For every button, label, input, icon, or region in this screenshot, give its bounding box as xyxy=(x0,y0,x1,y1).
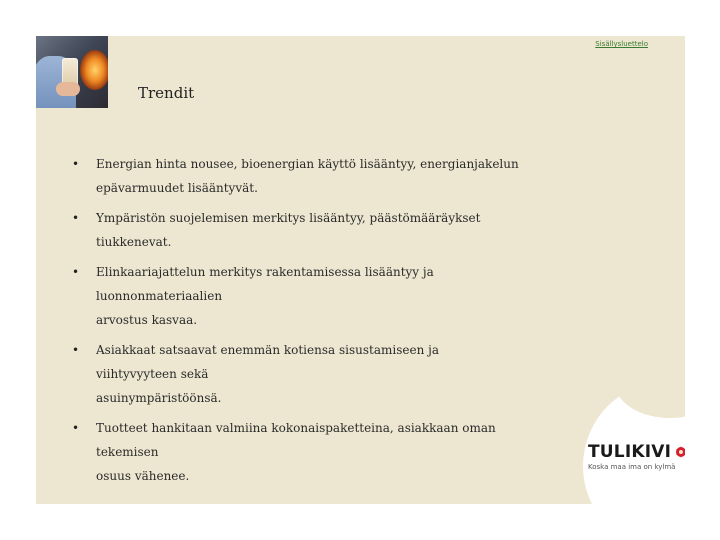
bullet-line: arvostus kasvaa. xyxy=(96,313,198,327)
bullet-list xyxy=(72,152,522,494)
flame-icon xyxy=(674,445,685,459)
slide xyxy=(36,36,685,504)
bullet-item xyxy=(72,152,522,200)
bullet-line: osuus vähenee. xyxy=(96,469,190,483)
bullet-line: Elinkaariajattelun merkitys rakentamisessa lisääntyy ja luonnonmateriaalien xyxy=(96,265,434,303)
bullet-line: Tuotteet hankitaan valmiina kokonaispaketteina, asiakkaan oman tekemisen xyxy=(96,421,496,459)
bullet-item xyxy=(72,338,522,410)
bullet-item xyxy=(72,260,522,332)
logo-tagline: Koska maa ima on kylmä xyxy=(588,463,676,471)
logo-wordmark: TULIKIVI xyxy=(588,442,672,462)
tulikivi-logo xyxy=(588,442,685,471)
bullet-line: asuinympäristöönsä. xyxy=(96,391,222,405)
bullet-line: Energian hinta nousee, bioenergian käyttö lisääntyy, energianjakelun xyxy=(96,157,519,171)
bullet-line: epävarmuudet lisääntyvät. xyxy=(96,181,258,195)
bullet-item xyxy=(72,206,522,254)
table-of-contents-link[interactable]: Sisällysluettelo xyxy=(595,40,648,48)
hand xyxy=(56,82,80,96)
bullet-line: Ympäristön suojelemisen merkitys lisääntyy, päästömääräykset tiukkenevat. xyxy=(96,211,481,249)
bullet-line: Asiakkaat satsaavat enemmän kotiensa sisustamiseen ja viihtyvyyteen sekä xyxy=(96,343,439,381)
bullet-item xyxy=(72,416,522,488)
slide-title: Trendit xyxy=(138,84,195,102)
fireplace-glow xyxy=(80,50,108,90)
header-photo xyxy=(36,36,108,108)
